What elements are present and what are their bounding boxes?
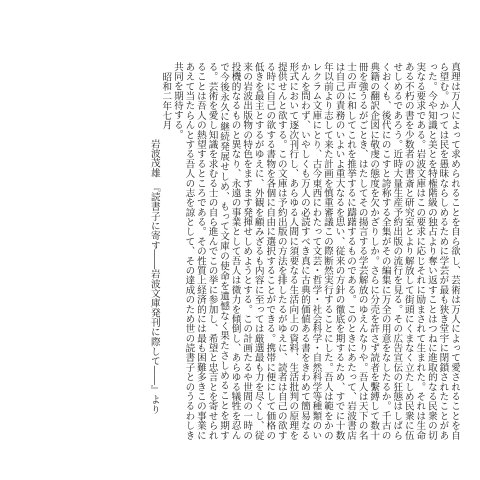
body-paragraph: 真理は万人によって求められることを自ら欲し、芸術は万人によって愛されることを自ら望む。かつては民を愚昧ならしめるために学芸が最も狭き堂宇に閉鎖されたことがあった。今や知識と美とを特権階級の独占より奪い返すことはつねに進取的なる民衆の切実なる要求である。岩波文庫はこの要求に応じそれに励まされて生まれた。それは生命ある不朽の書を少数者の書斎と研究室とより解放して街頭にくまなく立たしめ民衆に伍せしめるであろう。近時大量生産予約出版の流行を見る。その広告宣伝の狂態はしばらくおくも、後代にのこすと誇称する全集がその編集に万全の用意をなしたるか。千古の典籍の翻訳企図に敬虔の態度を欠かざりしか。さらに分売を許さず読者を繫縛して数十冊を強うるがごとき、はたしてその揚言する学芸解放のゆえんなりや。吾人は天下の名士の声に和してこれを推挙するに躊躇するものである。このときにあたって、岩波書店は自己の責務のいよいよ重大なるを思い、従来の方針の徹底を期するため、すでに十数年以前より志して来た計画を慎重審議この際断然実行することにした。吾人は範をかのレクラム文庫にとり、古今東西にわたって文芸・哲学・社会科学・自然科学等種類のいかんを問わず、いやしくも万人の必読すべき真に古典的価値ある書をきわめて簡易なる形式において逐次刊行し、あらゆる人間に須要なる生活向上の資料、生活批判の原理を提供せんと欲する。この文庫は予約出版の方法を排したるがゆえに、読者は自己の欲する時に自己の欲する書物を各個に自由に選択することができる。携帯に便にして価格の低きを最主とするがゆえに、外観を顧みざるも内容に至っては厳選最も力を尽くし、従来の岩波出版物の特色をますます発揮せしめようとする。この計画たるや世間の一時の投機的なるものと異なり、永遠の事業として吾人は微力を傾倒し、あらゆる犠牲を忍んで今後永久に継続発展せしめ、もって文庫の使命を遺憾なく果たさしめることを期する。芸術を愛し知識を求むる士の自ら進んでこの挙に参加し、希望と忠言とを寄せられることは吾人の熱望するところである。その性質上経済的には最も困難多きこの事業にあえて当たらんとする吾人の志を諒として、その達成のため世の読書子とのうるわしき共同を期待する。 bbox=[171, 62, 460, 440]
main-text-block bbox=[12, 62, 460, 440]
date-line: 昭和二年七月 bbox=[160, 71, 172, 130]
signature-line: 岩波茂雄 『読書子に寄す――岩波文庫発刊に際して――』より bbox=[148, 139, 160, 415]
